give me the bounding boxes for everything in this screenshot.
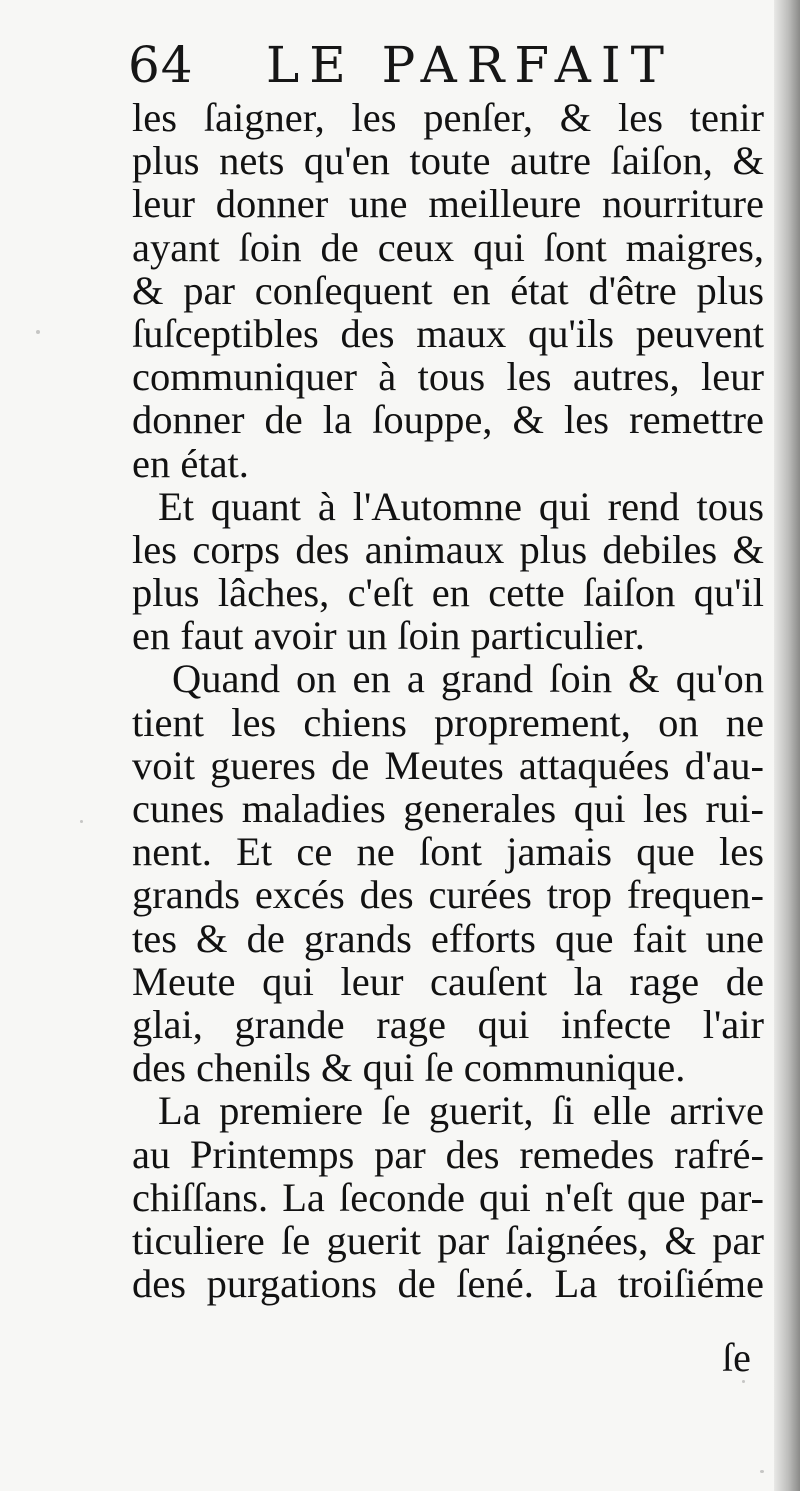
text-line: cunes maladies generales qui les rui- (132, 786, 764, 831)
text-line: Meute qui leur cauſent la rage de (132, 958, 764, 1004)
text-line: plus lâches, c'eſt en cette ſaiſon qu'il (132, 570, 764, 616)
text-line: ticuliere ſe guerit par ſaignées, & par (132, 1217, 764, 1263)
text-line: communiquer à tous les autres, leur (132, 354, 764, 400)
text-line: plus nets qu'en toute autre ſaiſon, & (132, 138, 764, 184)
text-line: donner de la ſouppe, & les remettre (132, 397, 764, 443)
paper-speck (760, 1470, 764, 1473)
text-line: glai, grande rage qui infecte l'air (132, 1001, 764, 1047)
text-line: des purgations de ſené. La troiſiéme (132, 1261, 764, 1307)
paper-speck (80, 820, 83, 823)
text-line: & par conſequent en état d'être plus (132, 267, 764, 313)
text-line: tient les chiens proprement, on ne (132, 699, 764, 745)
text-line: leur donner une meilleure nourriture (132, 181, 764, 227)
paragraph-first-line: Quand on en a grand ſoin & qu'on (172, 656, 764, 702)
text-line: des chenils & qui ſe communique. (132, 1045, 686, 1091)
paragraph-first-line: Et quant à l'Automne qui rend tous (158, 483, 764, 529)
body-text (132, 96, 764, 1305)
text-line: en état. (132, 440, 249, 486)
text-line: au Printemps par des remedes rafré- (132, 1131, 764, 1177)
text-line: ayant ſoin de ceux qui ſont maigres, (132, 224, 764, 270)
text-line: grands excés des curées trop frequen- (132, 872, 764, 918)
paper-speck (36, 330, 40, 334)
text-line: en faut avoir un ſoin particulier. (132, 613, 645, 659)
text-line: chiſſans. La ſeconde qui n'eſt que par- (132, 1174, 764, 1220)
text-line: voit gueres de Meutes attaquées d'au- (132, 742, 764, 788)
page-number: 64 (128, 36, 194, 94)
catchword: ſe (722, 1335, 751, 1380)
page-header (128, 28, 748, 98)
paper-speck (742, 1380, 745, 1383)
text-line: tes & de grands efforts que fait une (132, 915, 764, 961)
page-edge-shadow (774, 0, 800, 1491)
text-line: nent. Et ce ne ſont jamais que les (132, 829, 764, 875)
text-line: les corps des animaux plus debiles & (132, 526, 764, 572)
text-line: ſuſceptibles des maux qu'ils peuvent (132, 310, 764, 356)
text-line: les ſaigner, les penſer, & les tenir (132, 95, 764, 140)
running-head-title: LE PARFAIT (266, 36, 674, 94)
paragraph-first-line: La premiere ſe guerit, ſi elle arrive (158, 1088, 764, 1134)
